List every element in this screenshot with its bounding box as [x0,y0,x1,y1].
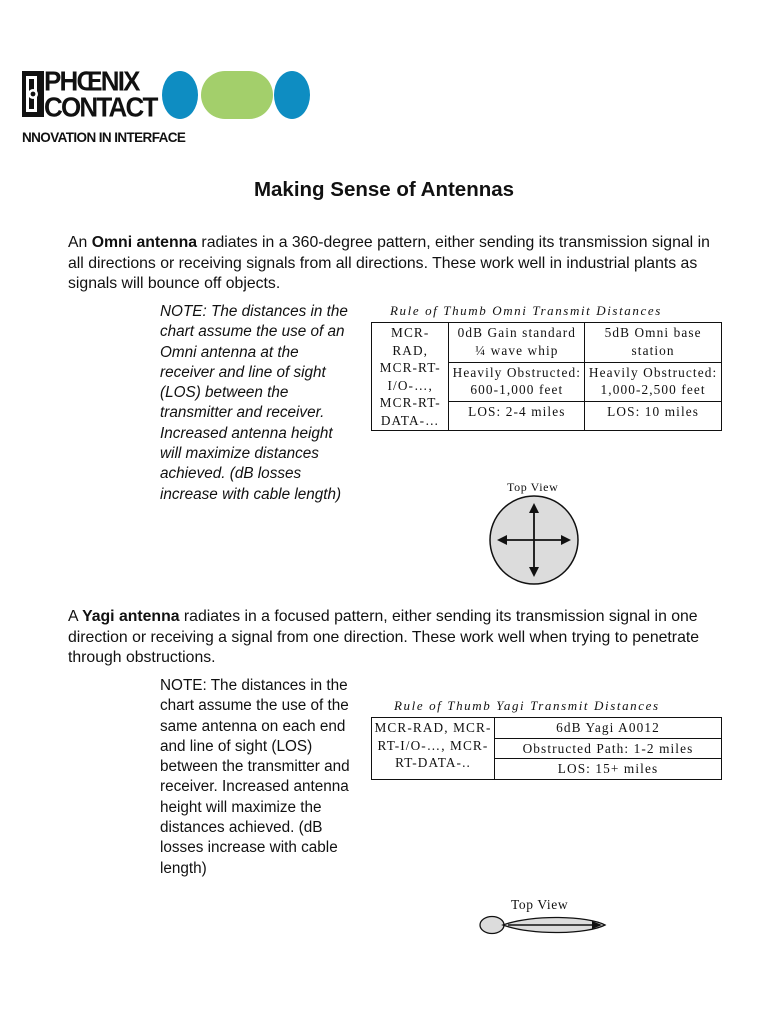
yagi-intro-paragraph [68,607,728,669]
yagi-models-cell: MCR-RAD, MCR-RT-I/O-…, MCR-RT-DATA-.. [372,718,495,780]
omni-intro-text: radiates in a 360-degree pattern, either sending its transmission signal in all directions or receiving signals from all directions. These work well in industrial plants as signals will bounce off objects. [68,234,710,293]
omni-intro-paragraph [68,233,728,295]
yagi-table-title: Rule of Thumb Yagi Transmit Distances [394,698,660,713]
omni-col2-los: LOS: 10 miles [585,402,722,431]
phoenix-contact-logo [22,64,322,148]
omni-col1-obstructed: Heavily Obstructed: 600-1,000 feet [449,362,585,402]
omni-col2-obstructed: Heavily Obstructed: 1,000-2,500 feet [585,362,722,402]
omni-pattern-diagram-icon [486,494,582,588]
yagi-intro-pre: A [68,608,83,625]
page-title: Making Sense of Antennas [253,178,515,201]
logo-word-phoenix: PHŒNIX [44,64,139,98]
yagi-los: LOS: 15+ miles [495,759,722,780]
yagi-note: NOTE: The distances in the chart assume the use of the same antenna on each end and line of sight (LOS) between the transmitter and receiver. Increased antenna height will maximize the distances achieved. (dB losses increase with cable length) [160,677,350,877]
omni-top-view-label: Top View [507,480,559,494]
omni-col1-header: 0dB Gain standard ¼ wave whip [449,323,585,363]
omni-table-title: Rule of Thumb Omni Transmit Distances [390,303,662,318]
omni-col1-los: LOS: 2-4 miles [449,402,585,431]
omni-antenna-term: Omni antenna [91,234,198,251]
logo-green-pill [201,71,273,119]
yagi-header: 6dB Yagi A0012 [495,718,722,739]
yagi-antenna-term: Yagi antenna [82,608,180,625]
logo-blue-dot-left [162,71,198,119]
yagi-intro-text: radiates in a focused pattern, either sending its transmission signal in one direction or receiving a signal from one direction. These work well when trying to penetrate through obstructions. [68,608,700,667]
omni-note: NOTE: The distances in the chart assume the use of an Omni antenna at the receiver and line of sight (LOS) between the transmitter and receiver. Increased antenna height will maximize distances achieved. (dB losses increase with cable length) [160,303,348,503]
logo-word-contact: CONTACT [44,90,157,124]
logo-tagline: NNOVATION IN INTERFACE [22,130,186,145]
yagi-top-view-label: Top View [511,897,569,912]
omni-col2-header: 5dB Omni base station [585,323,722,363]
yagi-distance-table [371,717,722,780]
omni-intro-pre: An [68,234,92,251]
yagi-obstructed: Obstructed Path: 1-2 miles [495,738,722,759]
omni-distance-table [371,322,722,431]
logo-blue-dot-right [274,71,310,119]
omni-models-cell: MCR-RAD, MCR-RT-I/O-…, MCR-RT-DATA-… [372,323,449,431]
yagi-pattern-diagram-icon [478,910,610,940]
